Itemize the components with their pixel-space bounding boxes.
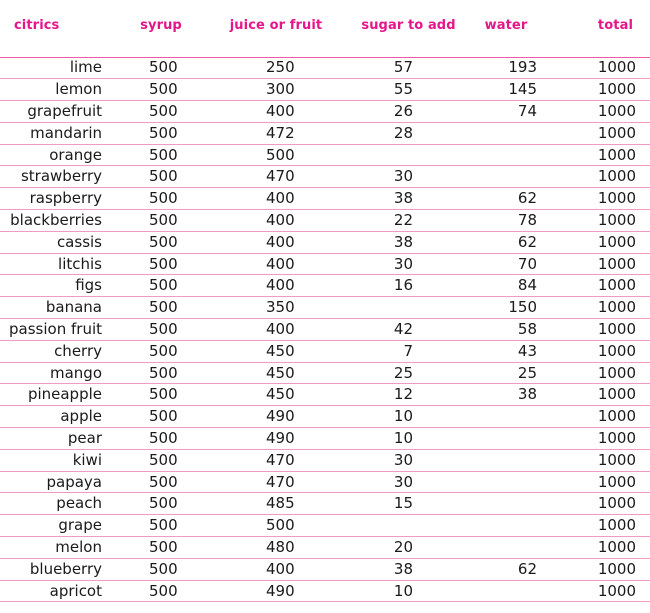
fruit-name-cell: mandarin xyxy=(0,122,112,144)
juice-cell: 400 xyxy=(210,188,342,210)
juice-cell: 485 xyxy=(210,493,342,515)
table-row xyxy=(0,79,650,101)
table-row xyxy=(0,144,650,166)
juice-cell: 490 xyxy=(210,428,342,450)
syrup-cell: 500 xyxy=(112,253,210,275)
syrup-cell: 500 xyxy=(112,537,210,559)
fruit-name-cell: kiwi xyxy=(0,449,112,471)
sugar-cell: 15 xyxy=(342,493,475,515)
water-cell xyxy=(475,166,537,188)
water-cell xyxy=(475,537,537,559)
syrup-cell: 500 xyxy=(112,101,210,123)
sugar-cell: 30 xyxy=(342,471,475,493)
table-header xyxy=(0,0,650,57)
total-cell: 1000 xyxy=(537,449,650,471)
table-body xyxy=(0,57,650,602)
juice-cell: 400 xyxy=(210,275,342,297)
total-cell: 1000 xyxy=(537,471,650,493)
syrup-cell: 500 xyxy=(112,580,210,602)
fruit-name-cell: lemon xyxy=(0,79,112,101)
total-cell: 1000 xyxy=(537,558,650,580)
fruit-name-cell: strawberry xyxy=(0,166,112,188)
total-cell: 1000 xyxy=(537,275,650,297)
water-cell: 150 xyxy=(475,297,537,319)
fruit-name-cell: mango xyxy=(0,362,112,384)
syrup-cell: 500 xyxy=(112,210,210,232)
syrup-cell: 500 xyxy=(112,231,210,253)
sugar-cell: 22 xyxy=(342,210,475,232)
syrup-cell: 500 xyxy=(112,340,210,362)
header-total: total xyxy=(537,0,650,57)
fruit-name-cell: blackberries xyxy=(0,210,112,232)
juice-cell: 400 xyxy=(210,231,342,253)
water-cell xyxy=(475,406,537,428)
table-row xyxy=(0,449,650,471)
total-cell: 1000 xyxy=(537,101,650,123)
total-cell: 1000 xyxy=(537,428,650,450)
fruit-name-cell: apricot xyxy=(0,580,112,602)
total-cell: 1000 xyxy=(537,122,650,144)
total-cell: 1000 xyxy=(537,406,650,428)
table-row xyxy=(0,166,650,188)
syrup-cell: 500 xyxy=(112,515,210,537)
juice-cell: 450 xyxy=(210,340,342,362)
table-row xyxy=(0,275,650,297)
total-cell: 1000 xyxy=(537,580,650,602)
water-cell: 38 xyxy=(475,384,537,406)
header-row xyxy=(0,0,650,57)
syrup-cell: 500 xyxy=(112,57,210,79)
fruit-name-cell: apple xyxy=(0,406,112,428)
juice-cell: 250 xyxy=(210,57,342,79)
syrup-cell: 500 xyxy=(112,362,210,384)
water-cell: 193 xyxy=(475,57,537,79)
total-cell: 1000 xyxy=(537,188,650,210)
table-row xyxy=(0,493,650,515)
total-cell: 1000 xyxy=(537,231,650,253)
total-cell: 1000 xyxy=(537,537,650,559)
sugar-cell: 28 xyxy=(342,122,475,144)
juice-cell: 470 xyxy=(210,166,342,188)
total-cell: 1000 xyxy=(537,362,650,384)
water-cell xyxy=(475,471,537,493)
juice-cell: 500 xyxy=(210,144,342,166)
juice-cell: 500 xyxy=(210,515,342,537)
fruit-name-cell: grape xyxy=(0,515,112,537)
juice-cell: 472 xyxy=(210,122,342,144)
sugar-cell: 57 xyxy=(342,57,475,79)
juice-cell: 490 xyxy=(210,580,342,602)
fruit-name-cell: melon xyxy=(0,537,112,559)
water-cell: 84 xyxy=(475,275,537,297)
water-cell xyxy=(475,122,537,144)
water-cell xyxy=(475,428,537,450)
syrup-cell: 500 xyxy=(112,275,210,297)
fruit-name-cell: papaya xyxy=(0,471,112,493)
fruit-name-cell: orange xyxy=(0,144,112,166)
total-cell: 1000 xyxy=(537,57,650,79)
sugar-cell: 38 xyxy=(342,188,475,210)
water-cell: 62 xyxy=(475,188,537,210)
table-row xyxy=(0,101,650,123)
table-row xyxy=(0,362,650,384)
sugar-cell xyxy=(342,297,475,319)
total-cell: 1000 xyxy=(537,384,650,406)
table-row xyxy=(0,428,650,450)
total-cell: 1000 xyxy=(537,144,650,166)
syrup-cell: 500 xyxy=(112,144,210,166)
sugar-cell: 42 xyxy=(342,319,475,341)
water-cell: 62 xyxy=(475,231,537,253)
fruit-name-cell: banana xyxy=(0,297,112,319)
table-row xyxy=(0,580,650,602)
sugar-cell: 38 xyxy=(342,231,475,253)
fruit-name-cell: grapefruit xyxy=(0,101,112,123)
syrup-cell: 500 xyxy=(112,493,210,515)
syrup-cell: 500 xyxy=(112,428,210,450)
total-cell: 1000 xyxy=(537,340,650,362)
syrup-cell: 500 xyxy=(112,319,210,341)
syrup-cell: 500 xyxy=(112,166,210,188)
sugar-cell: 7 xyxy=(342,340,475,362)
water-cell xyxy=(475,449,537,471)
syrup-cell: 500 xyxy=(112,79,210,101)
header-juice-or-fruit: juice or fruit xyxy=(210,0,342,57)
juice-cell: 470 xyxy=(210,471,342,493)
juice-cell: 400 xyxy=(210,253,342,275)
fruit-name-cell: raspberry xyxy=(0,188,112,210)
table-row xyxy=(0,57,650,79)
sugar-cell xyxy=(342,144,475,166)
syrup-cell: 500 xyxy=(112,449,210,471)
table-row xyxy=(0,231,650,253)
sugar-cell: 20 xyxy=(342,537,475,559)
total-cell: 1000 xyxy=(537,79,650,101)
juice-cell: 490 xyxy=(210,406,342,428)
header-syrup: syrup xyxy=(112,0,210,57)
fruit-name-cell: lime xyxy=(0,57,112,79)
sugar-cell: 30 xyxy=(342,166,475,188)
sugar-cell: 26 xyxy=(342,101,475,123)
juice-cell: 300 xyxy=(210,79,342,101)
juice-cell: 400 xyxy=(210,319,342,341)
sugar-cell: 12 xyxy=(342,384,475,406)
table-row xyxy=(0,406,650,428)
fruit-name-cell: passion fruit xyxy=(0,319,112,341)
table-row xyxy=(0,297,650,319)
sugar-cell: 38 xyxy=(342,558,475,580)
header-sugar-to-add: sugar to add xyxy=(342,0,475,57)
fruit-name-cell: peach xyxy=(0,493,112,515)
fruit-name-cell: litchis xyxy=(0,253,112,275)
juice-cell: 400 xyxy=(210,101,342,123)
juice-cell: 450 xyxy=(210,384,342,406)
juice-cell: 480 xyxy=(210,537,342,559)
water-cell xyxy=(475,515,537,537)
sugar-cell: 30 xyxy=(342,253,475,275)
total-cell: 1000 xyxy=(537,515,650,537)
header-water: water xyxy=(475,0,537,57)
sugar-cell: 55 xyxy=(342,79,475,101)
syrup-cell: 500 xyxy=(112,188,210,210)
water-cell xyxy=(475,493,537,515)
table-row xyxy=(0,188,650,210)
syrup-cell: 500 xyxy=(112,558,210,580)
total-cell: 1000 xyxy=(537,297,650,319)
juice-cell: 350 xyxy=(210,297,342,319)
table-row xyxy=(0,515,650,537)
water-cell: 25 xyxy=(475,362,537,384)
water-cell: 145 xyxy=(475,79,537,101)
table-row xyxy=(0,384,650,406)
table-row xyxy=(0,558,650,580)
fruit-name-cell: cherry xyxy=(0,340,112,362)
fruit-name-cell: pineapple xyxy=(0,384,112,406)
fruit-name-cell: pear xyxy=(0,428,112,450)
table-row xyxy=(0,319,650,341)
juice-cell: 470 xyxy=(210,449,342,471)
table-row xyxy=(0,340,650,362)
water-cell: 74 xyxy=(475,101,537,123)
fruit-name-cell: figs xyxy=(0,275,112,297)
syrup-cell: 500 xyxy=(112,122,210,144)
juice-cell: 400 xyxy=(210,210,342,232)
juice-cell: 400 xyxy=(210,558,342,580)
water-cell xyxy=(475,580,537,602)
table-row xyxy=(0,210,650,232)
water-cell: 78 xyxy=(475,210,537,232)
sugar-cell: 30 xyxy=(342,449,475,471)
header-citrics: citrics xyxy=(0,0,112,57)
water-cell: 43 xyxy=(475,340,537,362)
total-cell: 1000 xyxy=(537,319,650,341)
table-row xyxy=(0,471,650,493)
water-cell: 62 xyxy=(475,558,537,580)
sugar-cell: 10 xyxy=(342,580,475,602)
total-cell: 1000 xyxy=(537,166,650,188)
water-cell: 70 xyxy=(475,253,537,275)
total-cell: 1000 xyxy=(537,253,650,275)
table-row xyxy=(0,253,650,275)
fruit-name-cell: blueberry xyxy=(0,558,112,580)
juice-cell: 450 xyxy=(210,362,342,384)
total-cell: 1000 xyxy=(537,493,650,515)
table-row xyxy=(0,122,650,144)
sugar-cell: 10 xyxy=(342,428,475,450)
syrup-cell: 500 xyxy=(112,297,210,319)
fruit-name-cell: cassis xyxy=(0,231,112,253)
syrup-cell: 500 xyxy=(112,471,210,493)
total-cell: 1000 xyxy=(537,210,650,232)
syrup-cell: 500 xyxy=(112,406,210,428)
water-cell: 58 xyxy=(475,319,537,341)
sugar-cell: 16 xyxy=(342,275,475,297)
sugar-cell: 10 xyxy=(342,406,475,428)
syrup-cell: 500 xyxy=(112,384,210,406)
table-row xyxy=(0,537,650,559)
sugar-cell xyxy=(342,515,475,537)
sugar-cell: 25 xyxy=(342,362,475,384)
water-cell xyxy=(475,144,537,166)
